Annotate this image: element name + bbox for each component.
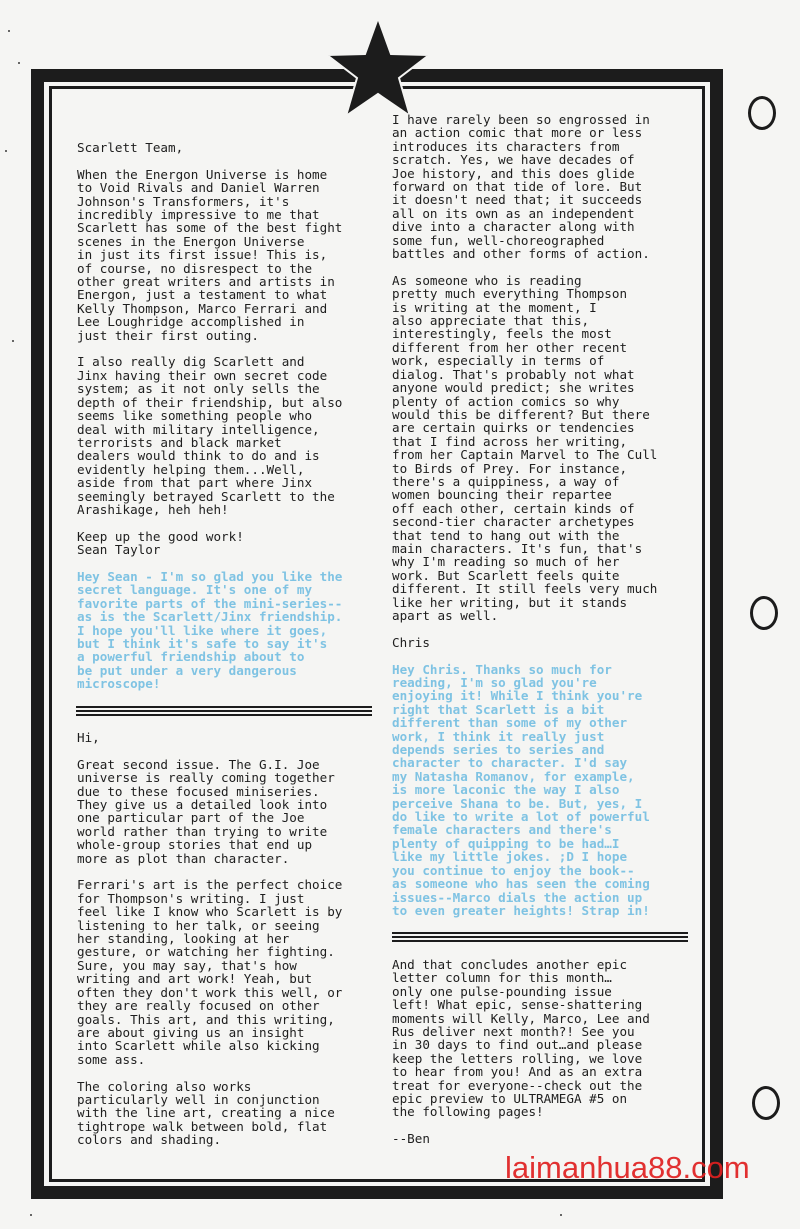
letter-1-signoff: Keep up the good work! Sean Taylor <box>77 528 244 558</box>
print-speck <box>18 62 20 64</box>
star-icon <box>323 14 433 124</box>
print-speck <box>12 340 14 342</box>
print-speck <box>8 30 10 32</box>
closing-section <box>392 958 692 1159</box>
editor-signature: --Ben <box>392 1131 430 1147</box>
divider-left <box>76 706 372 716</box>
letter-2-paragraph-2: Ferrari's art is the perfect choice for Thompson's writing. I just feel like I know who Scarlett is by listening to her talk, or seeing her standing, looking at her gesture, or watching her fighting. Sure, you may say, that's how writing and art work! Yeah, but often they don't work this well, or they are really focused on other goals. This art, and this writing, are about giving us an insight into Scarlett while also kicking some ass. <box>77 877 343 1067</box>
print-speck <box>560 1214 562 1216</box>
letter-2-paragraph-4: I have rarely been so engrossed in an action comic that more or less introduces its characters from scratch. Yes, we have decades of Joe history, and this does glide forward on that tide of lore. But it doesn't need that; it succeeds all on its own as an independent dive into a character along with some fun, well-choreographed battles and other forms of action. <box>392 112 650 262</box>
letter-2-paragraph-1: Great second issue. The G.I. Joe universe is really coming together due to these focused miniseries. They give us a detailed look into one particular part of the Joe world rather than trying to write whole-group stories that end up more as plot than character. <box>77 756 335 866</box>
letter-1 <box>77 141 377 704</box>
letter-1-paragraph-1: When the Energon Universe is home to Void Rivals and Daniel Warren Johnson's Transformers, it's incredibly impressive to me that Scarlett has some of the best fight scenes in the Energon Universe in just its first issue! This is, of course, no disrespect to the other great writers and artists in Energon, just a testament to what Kelly Thompson, Marco Ferrari and Lee Loughridge accomplished in just their first outing. <box>77 166 343 343</box>
letter-2-signoff: Chris <box>392 634 430 650</box>
letter-1-salutation: Scarlett Team, <box>77 140 184 155</box>
binder-hole-bottom <box>752 1086 780 1120</box>
print-speck <box>30 1214 32 1216</box>
print-speck <box>5 150 7 152</box>
letter-2-reply: Hey Chris. Thanks so much for reading, I'm so glad you're enjoying it! While I think you're right that Scarlett is a bit different than some of my other work, I think it really just depends series to series and character to character. I'd say my Natasha Romanov, for example, is more laconic the way I also perceive Shana to be. But, yes, I do like to write a lot of powerful female characters and there's plenty of quipping to be had…I like my little jokes. ;D I hope you continue to enjoy the book-- as someone who has seen the coming issues--Marco dials the action up to even greater heights! Strap in! <box>392 661 650 918</box>
binder-hole-top <box>748 96 776 130</box>
binder-hole-middle <box>750 596 778 630</box>
watermark-text: laimanhua88.com <box>505 1150 750 1185</box>
letter-2-salutation: Hi, <box>77 730 100 745</box>
letter-2-paragraph-5: As someone who is reading pretty much everything Thompson is writing at the moment, I also appreciate that this, interestingly, feels the most different from her other recent work, especially in terms of dialog. That's probably not what anyone would predict; she writes plenty of action comics so why would this be different? But there are certain quirks or tendencies that I find across her writing, from her Captain Marvel to The Cull to Birds of Prey. For instance, there's a quippiness, a way of women bouncing their repartee off each other, certain kinds of second-tier character archetypes that tend to hang out with the main characters. It's fun, that's why I'm reading so much of her work. But Scarlett feels quite different. It still feels very much like her writing, but it stands apart as well. <box>392 272 658 624</box>
letter-2 <box>77 731 377 1160</box>
letter-2-continued <box>392 113 692 931</box>
divider-right <box>392 932 688 942</box>
closing-paragraph: And that concludes another epic letter column for this month… only one pulse-pounding issue left! What epic, sense-shattering moments will Kelly, Marco, Lee and Rus deliver next month?! See you in 30 days to find out…and please keep the letters rolling, we love to hear from you! And as an extra treat for everyone--check out the epic preview to ULTRAMEGA #5 on the following pages! <box>392 957 650 1120</box>
letter-2-paragraph-3: The coloring also works particularly well in conjunction with the line art, creating a nice tightrope walk between bold, flat colors and shading. <box>77 1078 335 1148</box>
letter-1-paragraph-2: I also really dig Scarlett and Jinx having their own secret code system; as it not only sells the depth of their friendship, but also seems like something people who deal with military intelligence, terrorists and black market dealers would think to do and is evidently helping them...Well, aside from that part where Jinx seemingly betrayed Scarlett to the Arashikage, heh heh! <box>77 354 343 517</box>
letter-1-reply: Hey Sean - I'm so glad you like the secret language. It's one of my favorite parts of the mini-series-- as is the Scarlett/Jinx friendship. I hope you'll like where it goes, but I think it's safe to say it's a powerful friendship about to be put under a very dangerous microscope! <box>77 568 343 692</box>
